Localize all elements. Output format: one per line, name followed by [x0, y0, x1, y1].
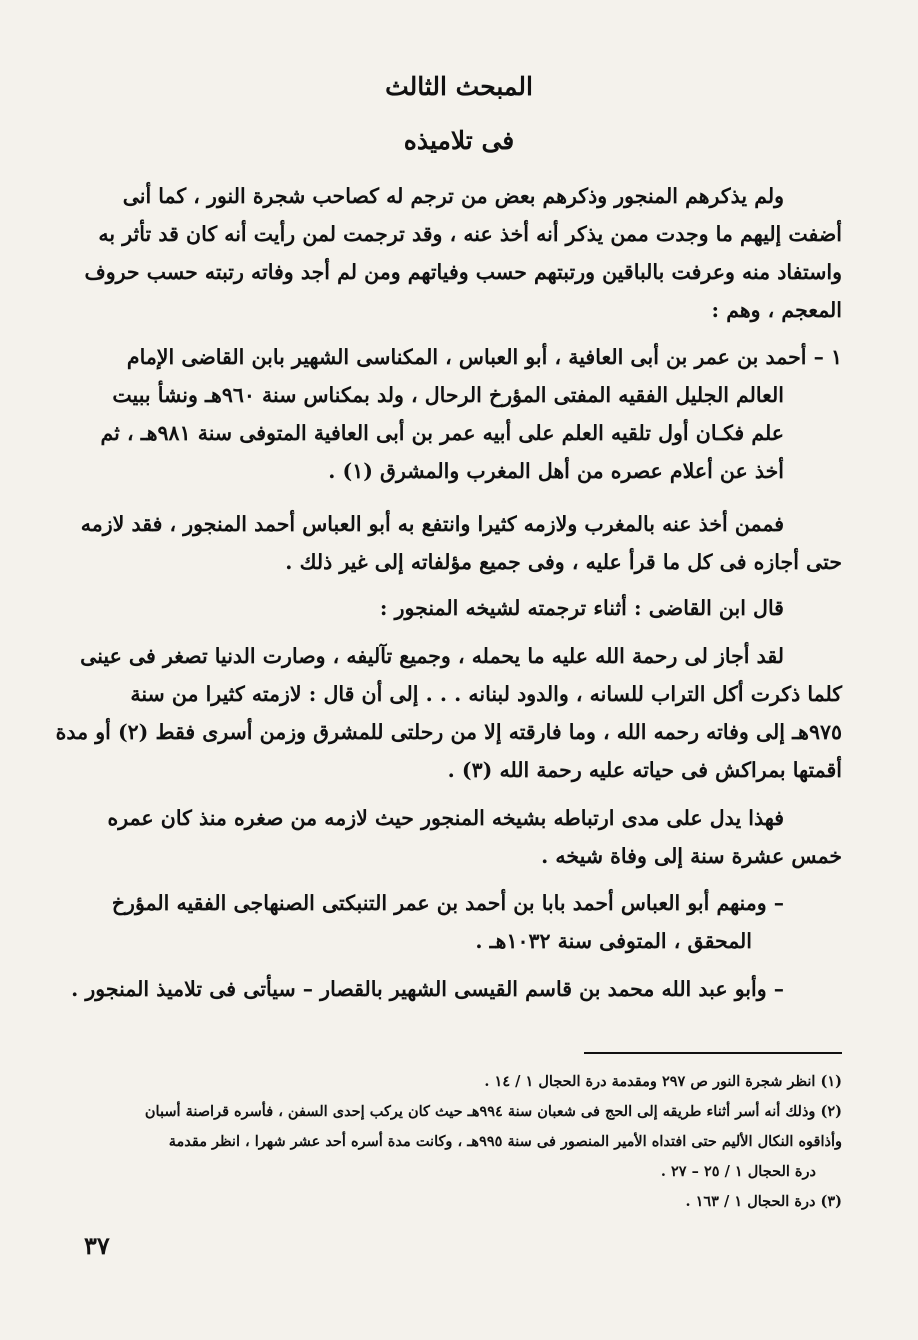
text-line: حتى أجازه فى كل ما قرأ عليه ، وفى جميع مؤلفاته إلى غير ذلك .	[285, 550, 842, 574]
text-line: ٩٧٥هـ إلى وفاته رحمه الله ، وما فارقته إلا من رحلتى للمشرق وزمن أسرى فقط (٢) أو مدة	[55, 720, 842, 744]
text-line: خمس عشرة سنة إلى وفاة شيخه .	[541, 844, 842, 868]
text-line: العالم الجليل الفقيه المفتى المؤرخ الرحال ، ولد بمكناس سنة ٩٦٠هـ ونشأ ببيت	[112, 383, 784, 407]
footnote: درة الحجال ١ / ٢٥ – ٢٧ .	[660, 1163, 816, 1180]
footnotes	[76, 1067, 842, 1217]
paragraph	[76, 799, 842, 875]
text-line: – ومنهم أبو العباس أحمد بابا بن أحمد بن عمر التنبكتى الصنهاجى الفقيه المؤرخ	[111, 891, 784, 915]
footnote: (١) انظر شجرة النور ص ٢٩٧ ومقدمة درة الحجال ١ / ١٤ .	[484, 1073, 842, 1090]
text-line: فهذا يدل على مدى ارتباطه بشيخه المنجور حيث لازمه من صغره منذ كان عمره	[107, 806, 784, 830]
text-line: ١ – أحمد بن عمر بن أبى العافية ، أبو العباس ، المكناسى الشهير بابن القاضى الإمام	[126, 345, 842, 369]
text-line: قال ابن القاضى : أثناء ترجمته لشيخه المنجور :	[379, 596, 784, 620]
footnote: (٢) وذلك أنه أسر أثناء طريقه إلى الحج فى شعبان سنة ٩٩٤هـ حيث كان يركب إحدى السفن ، فأسره قراصنة أسبان	[144, 1103, 842, 1120]
footnote-separator	[584, 1052, 842, 1054]
intro-paragraph	[76, 177, 842, 329]
section-title: المبحث الثالث	[385, 72, 533, 101]
text-line: أضفت إليهم ما وجدت ممن يذكر أنه أخذ عنه ، وقد ترجمت لمن رأيت أنه كان قد تأثر به	[98, 222, 842, 246]
list-item	[76, 884, 842, 960]
paragraph	[76, 505, 842, 581]
text-line: كلما ذكرت أكل التراب للسانه ، والدود لبنانه . . . إلى أن قال : لازمته كثيرا من سنة	[130, 682, 842, 706]
text-line: واستفاد منه وعرفت بالباقين ورتبتهم حسب وفياتهم ومن لم أجد وفاته رتبته حسب حروف	[84, 260, 842, 284]
paragraph	[76, 589, 842, 627]
footnote: وأذاقوه النكال الأليم حتى افتداه الأمير المنصور فى سنة ٩٩٥هـ ، وكانت مدة أسره أحد عشر شهرا ، انظر مقدمة	[168, 1133, 842, 1150]
text-line: علم فكـان أول تلقيه العلم على أبيه عمر بن أبى العافية المتوفى سنة ٩٨١هـ ، ثم	[100, 421, 784, 445]
section-subtitle: فى تلاميذه	[403, 126, 515, 155]
text-line: المحقق ، المتوفى سنة ١٠٣٢هـ .	[475, 929, 752, 953]
footnote: (٣) درة الحجال ١ / ١٦٣ .	[685, 1193, 842, 1210]
text-line: أقمتها بمراكش فى حياته عليه رحمة الله (٣) .	[447, 758, 842, 782]
list-item	[71, 970, 842, 1008]
text-line: المعجم ، وهم :	[711, 298, 842, 322]
text-line: أخذ عن أعلام عصره من أهل المغرب والمشرق (١) .	[328, 459, 784, 483]
text-line: ولم يذكرهم المنجور وذكرهم بعض من ترجم له كصاحب شجرة النور ، كما أنى	[122, 184, 784, 208]
text-line: لقد أجاز لى رحمة الله عليه ما يحمله ، وجميع تآليفه ، وصارت الدنيا تصغر فى عينى	[80, 644, 784, 668]
list-item	[76, 338, 842, 490]
text-line: فممن أخذ عنه بالمغرب ولازمه كثيرا وانتفع به أبو العباس أحمد المنجور ، فقد لازمه	[80, 512, 784, 536]
page-number: ٣٧	[84, 1231, 110, 1260]
quote-paragraph	[55, 637, 842, 789]
text-line: – وأبو عبد الله محمد بن قاسم القيسى الشهير بالقصار – سيأتى فى تلاميذ المنجور .	[71, 977, 784, 1001]
